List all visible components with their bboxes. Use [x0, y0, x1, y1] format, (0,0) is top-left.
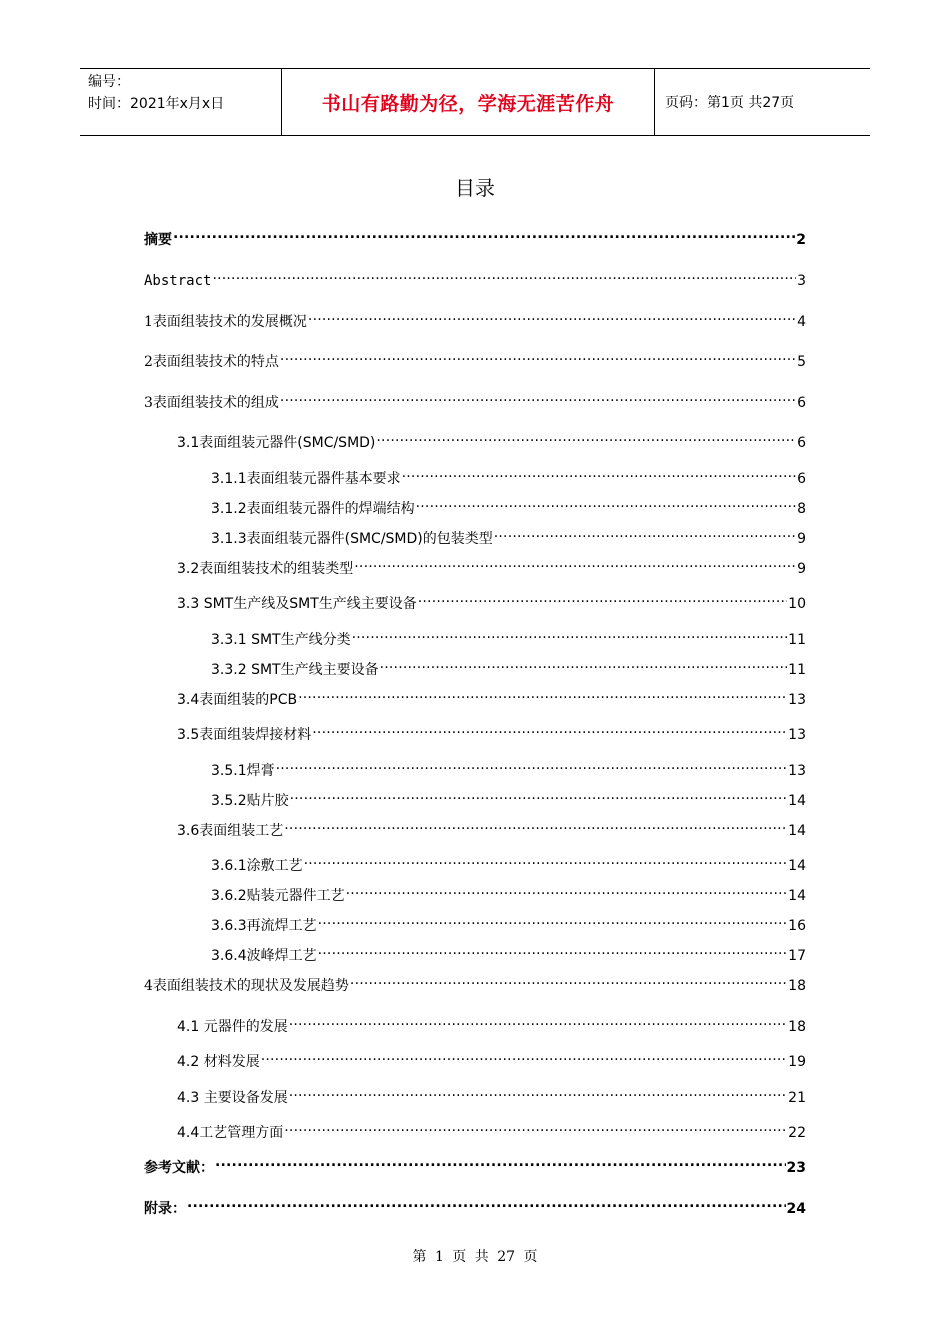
toc-entry-3-5[interactable]	[177, 719, 806, 743]
toc-entry-3-6-2[interactable]	[211, 880, 806, 904]
toc-entry-3-6-3[interactable]	[211, 910, 806, 934]
toc-entry-3-3-1[interactable]	[211, 624, 806, 648]
header-motto: 书山有路勤为径，学海无涯苦作舟	[282, 69, 655, 135]
toc-entry-label: 附录：	[144, 1201, 186, 1217]
toc-entry-chapter-4[interactable]	[144, 970, 806, 994]
toc-entry-label: 4.3 主要设备发展	[177, 1090, 288, 1106]
toc-entry-page: 9	[797, 561, 806, 577]
toc-entry-page: 11	[788, 632, 806, 648]
toc-entry-3-1-3[interactable]	[211, 523, 806, 547]
toc-entry-page: 5	[797, 354, 806, 370]
toc-entry-page: 6	[797, 471, 806, 487]
toc-entry-label: 4.2 材料发展	[177, 1054, 260, 1070]
toc-entry-page: 14	[788, 888, 806, 904]
toc-entry-page: 22	[788, 1125, 806, 1141]
toc-entry-label: 3.5表面组装焊接材料	[177, 727, 312, 743]
toc-entry-3-4[interactable]	[177, 684, 806, 708]
toc-entry-label: 3.6.1涂敷工艺	[211, 858, 303, 874]
header-page-info: 页码：第1页 共27页	[665, 95, 795, 111]
toc-entry-label: 4.1 元器件的发展	[177, 1019, 288, 1035]
toc-entry-page: 14	[788, 793, 806, 809]
toc-entry-page: 3	[797, 273, 806, 289]
toc-entry-label: 3.4表面组装的PCB	[177, 692, 298, 708]
toc-entry-page: 8	[797, 501, 806, 517]
toc-entry-appendix[interactable]	[144, 1193, 806, 1217]
header-meta	[80, 69, 282, 135]
toc-entry-page: 10	[788, 596, 806, 612]
toc-entry-label: 3.6.3再流焊工艺	[211, 918, 317, 934]
toc-entry-3-1[interactable]	[177, 427, 806, 451]
toc-entry-label: 3.6.2贴装元器件工艺	[211, 888, 345, 904]
toc-entry-3-5-1[interactable]	[211, 755, 806, 779]
toc-entry-4-1[interactable]	[177, 1011, 806, 1035]
toc-entry-label: 1表面组装技术的发展概况	[144, 314, 307, 330]
toc-entry-page: 13	[788, 763, 806, 779]
toc-entry-label: 3.5.2贴片胶	[211, 793, 289, 809]
toc-entry-page: 13	[788, 692, 806, 708]
time-label: 时间：2021年x月x日	[88, 96, 225, 112]
toc-entry-abstract-cn[interactable]	[144, 224, 806, 248]
toc-entry-label: 3.1.2表面组装元器件的焊端结构	[211, 501, 415, 517]
toc-entry-label: 3.1.3表面组装元器件(SMC/SMD)的包装类型	[211, 531, 493, 547]
toc-entry-3-5-2[interactable]	[211, 785, 806, 809]
toc-entry-label: 参考文献：	[144, 1160, 214, 1176]
toc-entry-3-6[interactable]	[177, 815, 806, 839]
toc-entry-4-3[interactable]	[177, 1082, 806, 1106]
toc-entry-page: 14	[788, 823, 806, 839]
toc-entry-chapter-3[interactable]	[144, 387, 806, 411]
toc-entry-page: 24	[786, 1201, 806, 1217]
toc-entry-3-1-1[interactable]	[211, 463, 806, 487]
toc-entry-page: 6	[797, 395, 806, 411]
toc-entry-page: 23	[786, 1160, 806, 1176]
toc-entry-label: 3.6.4波峰焊工艺	[211, 948, 317, 964]
toc-entry-label: 3.5.1焊膏	[211, 763, 275, 779]
toc-entry-3-6-1[interactable]	[211, 850, 806, 874]
toc-entry-label: Abstract	[144, 273, 212, 289]
toc-entry-label: 摘要	[144, 232, 172, 248]
toc-entry-chapter-1[interactable]	[144, 306, 806, 330]
toc-entry-page: 19	[788, 1054, 806, 1070]
toc-entry-page: 4	[797, 314, 806, 330]
toc-entry-label: 4.4工艺管理方面	[177, 1125, 284, 1141]
toc-entry-label: 3.1.1表面组装元器件基本要求	[211, 471, 401, 487]
toc-entry-page: 6	[797, 435, 806, 451]
number-label: 编号：	[88, 74, 130, 90]
toc-entry-3-1-2[interactable]	[211, 493, 806, 517]
toc-entry-page: 13	[788, 727, 806, 743]
document-header	[80, 68, 870, 136]
toc-entry-page: 2	[796, 232, 806, 248]
toc-entry-4-2[interactable]	[177, 1046, 806, 1070]
toc-entry-label: 3.3.2 SMT生产线主要设备	[211, 662, 379, 678]
toc-entry-label: 3.6表面组装工艺	[177, 823, 284, 839]
toc-entry-page: 16	[788, 918, 806, 934]
toc-entry-page: 14	[788, 858, 806, 874]
page-footer: 第 1 页 共 27 页	[412, 1249, 538, 1265]
toc-entry-3-2[interactable]	[177, 553, 806, 577]
toc-entry-chapter-2[interactable]	[144, 346, 806, 370]
toc-entry-label: 4表面组装技术的现状及发展趋势	[144, 978, 349, 994]
toc-entry-page: 18	[788, 978, 806, 994]
toc-entry-label: 2表面组装技术的特点	[144, 354, 279, 370]
toc-entry-label: 3表面组装技术的组成	[144, 395, 279, 411]
toc-entry-4-4[interactable]	[177, 1117, 806, 1141]
toc-title: 目录	[455, 176, 495, 200]
toc-entry-page: 9	[797, 531, 806, 547]
toc-entry-page: 17	[788, 948, 806, 964]
toc-entry-page: 21	[788, 1090, 806, 1106]
toc-entry-page: 18	[788, 1019, 806, 1035]
toc-entry-3-6-4[interactable]	[211, 940, 806, 964]
toc-entry-3-3-2[interactable]	[211, 654, 806, 678]
toc-entry-label: 3.3 SMT生产线及SMT生产线主要设备	[177, 596, 417, 612]
toc-entry-references[interactable]	[144, 1152, 806, 1176]
toc-entry-label: 3.2表面组装技术的组装类型	[177, 561, 354, 577]
toc-entry-label: 3.1表面组装元器件(SMC/SMD)	[177, 435, 376, 451]
toc-entry-page: 11	[788, 662, 806, 678]
toc-entry-3-3[interactable]	[177, 588, 806, 612]
toc-entry-label: 3.3.1 SMT生产线分类	[211, 632, 351, 648]
toc-entry-abstract-en[interactable]	[144, 265, 806, 289]
